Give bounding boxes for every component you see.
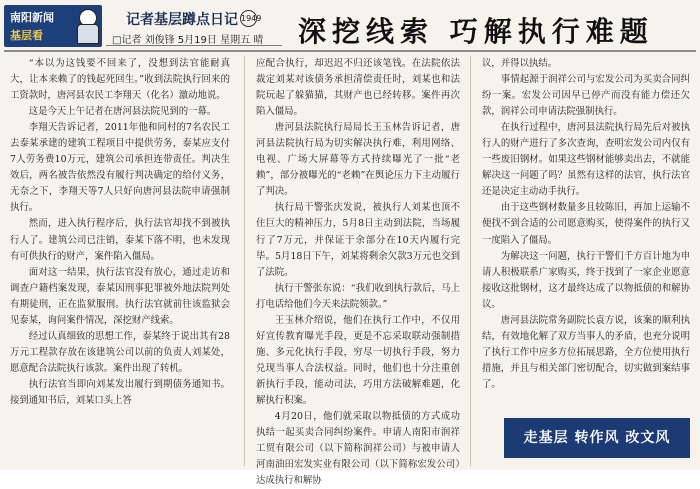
paragraph: 在执行过程中，唐河县法院执行局先后对被执行人的财产进行了多次查询，查明宏发公司内仅有一些废旧钢材。如果这些钢材能够卖出去，不就能解决这一问题了吗？虽然有这样的法官，执行法官还是决定主动动手执行。 <box>482 122 690 198</box>
column-logo <box>4 5 102 47</box>
paragraph: 应配合执行，却迟迟不归还该笔钱。在法院依法裁定刘某对该债务承担清偿责任时，刘某也和法院玩起了躲猫猫，其财产也已经转移。案件再次陷入僵局。 <box>256 58 460 118</box>
paragraph: 执行法官当即向刘某发出履行到期债务通知书。接到通知书后，刘某口头上答 <box>10 378 230 406</box>
logo-line2: 基层看 <box>10 29 43 42</box>
article-column-2 <box>256 56 460 487</box>
paragraph: 王玉林介绍说，他们在执行工作中，不仅用好宣传教育曝光手段，更是不忘采取联动强制措施、多元化执行手段，穷尽一切执行手段，努力兑现当事人合法权益。同时，他们也十分注重创新执行手段，能动司法，巧用方法破解难题，化解执行积案。 <box>256 314 460 406</box>
paragraph: 由于这些钢材数量多且较陈旧，再加上运输不便找不到合适的公司愿意购买，使得案件的执行又一度陷入了僵局。 <box>482 202 690 246</box>
issue-number: 1949 <box>240 10 257 27</box>
article-headline: 深挖线索 巧解执行难题 <box>298 15 654 48</box>
paragraph: 唐河县法院常务副院长袁方说，该案的顺利执结，有效地化解了双方当事人的矛盾，也充分说明了执行工作中应多方位拓展思路，全方位使用执行措施，并且与相关部门密切配合，切实做到案结事了。 <box>482 314 690 390</box>
slogan-banner: 走基层 转作风 改文风 <box>504 418 690 458</box>
paragraph: 经过认真细致的思想工作，泰某终于说出其有28万元工程款存放在该建筑公司以前的负责人刘某处，愿意配合法院执行该款。案件出现了转机。 <box>10 330 230 374</box>
paragraph: 4月20日，他们就采取以物抵债的方式成功执结一起买卖合同纠纷案件。申请人南阳市润祥工贸有限公司（以下简称润祥公司）与被申请人河南油田宏发实业有限公司（以下简称宏发公司）达成执行和解协 <box>256 411 460 487</box>
paragraph: 这是今天上午记者在唐河县法院见到的一幕。 <box>28 106 217 118</box>
paragraph: 面对这一结果，执行法官没有放心，通过走访和调查户籍档案发现，泰某因刑事犯罪被外地法院判处有期徒刑，正在监狱服刑。执行法官就前往该监狱会见泰某，询问案件情况，深挖财产线索。 <box>10 266 230 326</box>
logo-line1: 南阳新闻 <box>10 11 54 24</box>
reporter-mascot-icon <box>74 9 100 43</box>
paragraph: 执行局干警张庆发说，被执行人刘某也顶不住巨大的精神压力，5月8日主动到法院，当场履行了7万元，并保证于余部分在10天内履行完毕。5月18日下午，刘某将剩余欠款3万元也交到了法院。 <box>256 202 460 278</box>
diary-title: 记者基层蹲点日记 <box>126 12 238 28</box>
article-column-3 <box>482 56 690 404</box>
paragraph: 事情起源于润祥公司与宏发公司为买卖合同纠纷一案。宏发公司因早已停产而没有能力偿还欠款，润祥公司申请法院强制执行。 <box>482 74 690 118</box>
diary-header <box>106 7 282 46</box>
paragraph: 唐河县法院执行局局长王玉林告诉记者，唐河县法院执行局为切实解决执行难，利用网络、电视、广场大屏幕等方式持续曝光了一批“老赖”，部分被曝光的“老赖”在舆论压力下主动履行了判决。 <box>256 122 460 198</box>
paragraph: 执行干警张东说：“我们收到执行款后，马上打电话给他们今天来法院领款。” <box>256 282 460 310</box>
column-divider <box>470 56 471 466</box>
paragraph: 议，并得以执结。 <box>482 58 558 69</box>
paragraph: “本以为这钱要不回来了，没想到法官能耐真大，让本来赖了的钱起死回生。”收到法院执行回来的工资款时，唐河县农民工李翔天（化名）激动地说。 <box>10 58 230 102</box>
byline: □记者 刘俊锋 5月19日 星期五 晴 <box>112 35 264 46</box>
header-divider <box>4 50 696 52</box>
column-divider <box>244 56 245 466</box>
paragraph: 为解决这一问题，执行干警们千方百计地为申请人积极联系广家购买，终于找到了一家企业愿意接收这批钢材，这才最终达成了以物抵债的和解协议。 <box>482 250 690 310</box>
paragraph: 然而，进入执行程序后，执行法官却找不到被执行人了。建筑公司已注销，泰某下落不明，也未发现有可供执行的财产，案件陷入僵局。 <box>10 218 230 262</box>
paragraph: 李翔天告诉记者，2011年他和同村的7名农民工去泰某承建的建筑工程项目中提供劳务，泰某应支付7人劳务费10万元，建筑公司承担连带责任。判决生效后，两名被告依然没有履行判决确定的给付义务，无奈之下，李翔天等7人只好向唐河县法院申请强制执行。 <box>10 122 230 214</box>
article-column-1 <box>10 56 230 466</box>
